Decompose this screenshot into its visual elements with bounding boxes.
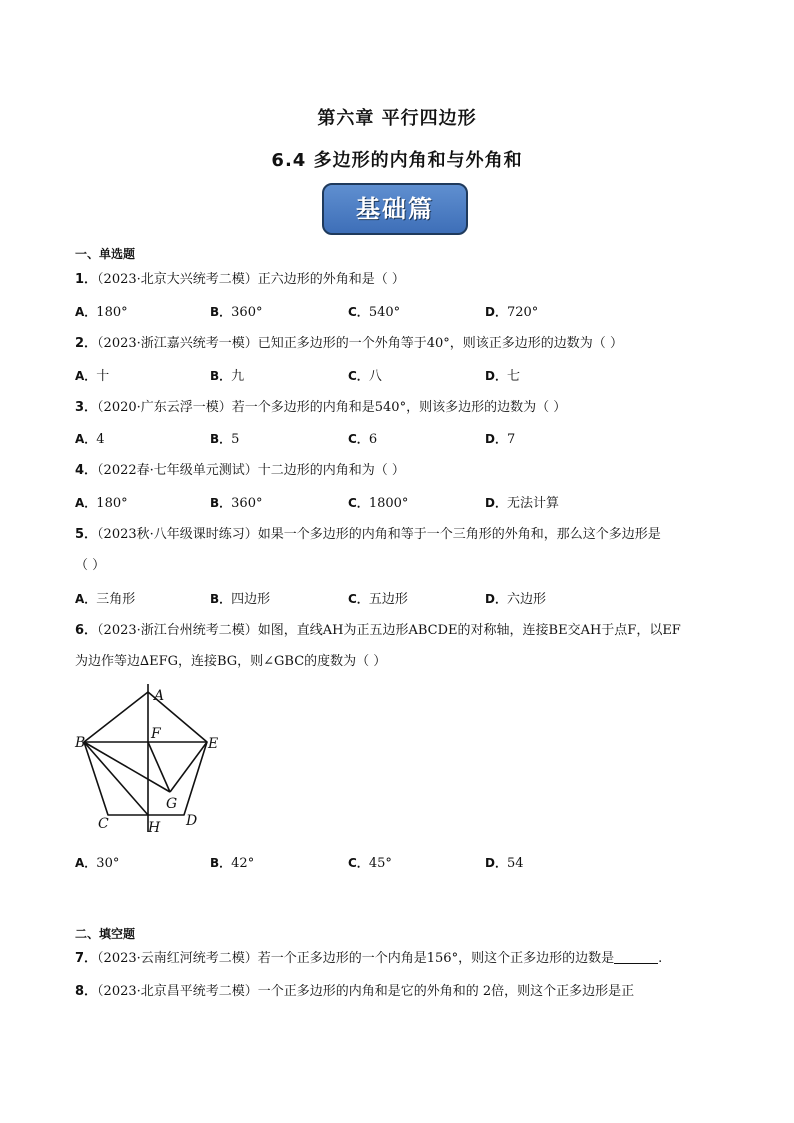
question-5-options: [75, 589, 675, 609]
option-c[interactable]: C．五边形: [348, 592, 408, 607]
option-b[interactable]: B．九: [210, 369, 245, 384]
option-a[interactable]: A．十: [75, 369, 110, 384]
question-number: 2．: [75, 336, 98, 351]
option-c[interactable]: C．45°: [348, 856, 392, 871]
question-3: [75, 398, 566, 418]
question-text: （2023·浙江嘉兴统考一模）已知正多边形的一个外角等于40°，则该正多边形的边数为（ ）: [97, 336, 623, 351]
label-d: D: [186, 813, 198, 829]
question-number: 5．: [75, 527, 98, 542]
question-5-continuation: （ ）: [75, 558, 106, 573]
label-c: C: [98, 816, 109, 832]
question-text: （2023·云南红河统考二模）若一个正多边形的一个内角是156°，则这个正多边形的边数是: [97, 951, 615, 966]
question-4: [75, 461, 405, 481]
question-number: 8．: [75, 984, 98, 999]
question-8: [75, 982, 634, 1002]
question-number: 1．: [75, 272, 98, 287]
section-heading-single-choice: 一、单选题: [75, 247, 136, 261]
question-3-options: [75, 429, 675, 449]
question-text: （2023·北京大兴统考二模）正六边形的外角和是（ ）: [97, 272, 405, 287]
option-b[interactable]: B．四边形: [210, 592, 271, 607]
option-c[interactable]: C．540°: [348, 305, 401, 320]
option-b[interactable]: B．42°: [210, 856, 255, 871]
label-a: A: [154, 688, 165, 704]
option-d[interactable]: D．7: [485, 432, 516, 447]
option-a[interactable]: A．180°: [75, 496, 128, 511]
level-badge: 基础篇: [322, 183, 468, 235]
option-a[interactable]: A．30°: [75, 856, 120, 871]
question-5: [75, 525, 661, 545]
option-d[interactable]: D．七: [485, 369, 520, 384]
question-7: 7．（2023·云南红河统考二模）若一个正多边形的一个内角是156°，则这个正多边形的边数是 .: [75, 951, 663, 966]
answer-blank[interactable]: [614, 949, 658, 964]
option-c[interactable]: C．八: [348, 369, 382, 384]
option-d[interactable]: D．720°: [485, 305, 539, 320]
option-d[interactable]: D．54: [485, 856, 524, 871]
question-6-options: [75, 853, 675, 873]
segment-eg: [170, 742, 207, 792]
option-c[interactable]: C．6: [348, 432, 378, 447]
question-text: （2023秋·八年级课时练习）如果一个多边形的内角和等于一个三角形的外角和，那么这个多边形是: [97, 527, 661, 542]
question-text: （2022春·七年级单元测试）十二边形的内角和为（ ）: [97, 463, 405, 478]
chapter-title: 第六章 平行四边形: [317, 108, 477, 129]
question-6-continuation: 为边作等边∆EFG，连接BG，则∠GBC的度数为（ ）: [75, 654, 387, 669]
question-4-options: [75, 493, 675, 513]
question-number: 6．: [75, 623, 98, 638]
lesson-title: 6.4 多边形的内角和与外角和: [271, 150, 523, 171]
segment-bg: [84, 742, 170, 792]
question-6: [75, 621, 681, 641]
question-1-options: [75, 302, 675, 322]
question-1: [75, 270, 405, 290]
option-d[interactable]: D．六边形: [485, 592, 546, 607]
question-number: 3．: [75, 400, 98, 415]
option-d[interactable]: D．无法计算: [485, 496, 559, 511]
option-a[interactable]: A．三角形: [75, 592, 136, 607]
question-2: [75, 334, 623, 354]
option-a[interactable]: A．4: [75, 432, 105, 447]
option-a[interactable]: A．180°: [75, 305, 128, 320]
segment-bh: [84, 742, 148, 815]
question-number: 7．: [75, 951, 98, 966]
question-text: （2023·浙江台州统考二模）如图，直线AH为正五边形ABCDE的对称轴，连接BE交AH于点F，以EF: [97, 623, 681, 638]
label-f: F: [151, 726, 161, 742]
label-g: G: [166, 796, 178, 812]
label-e: E: [208, 736, 219, 752]
option-b[interactable]: B．360°: [210, 496, 263, 511]
question-text: （2023·北京昌平统考二模）一个正多边形的内角和是它的外角和的 2倍，则这个正多边形是正: [97, 984, 635, 999]
label-h: H: [148, 820, 161, 836]
section-heading-fill-in: 二、填空题: [75, 927, 136, 941]
option-c[interactable]: C．1800°: [348, 496, 409, 511]
segment-fg: [148, 742, 170, 792]
label-b: B: [75, 735, 86, 751]
pentagon-figure: [70, 682, 240, 842]
question-text: （2020·广东云浮一模）若一个多边形的内角和是540°，则该多边形的边数为（ ）: [97, 400, 567, 415]
question-2-options: [75, 366, 675, 386]
question-number: 4．: [75, 463, 98, 478]
option-b[interactable]: B．360°: [210, 305, 263, 320]
option-b[interactable]: B．5: [210, 432, 240, 447]
